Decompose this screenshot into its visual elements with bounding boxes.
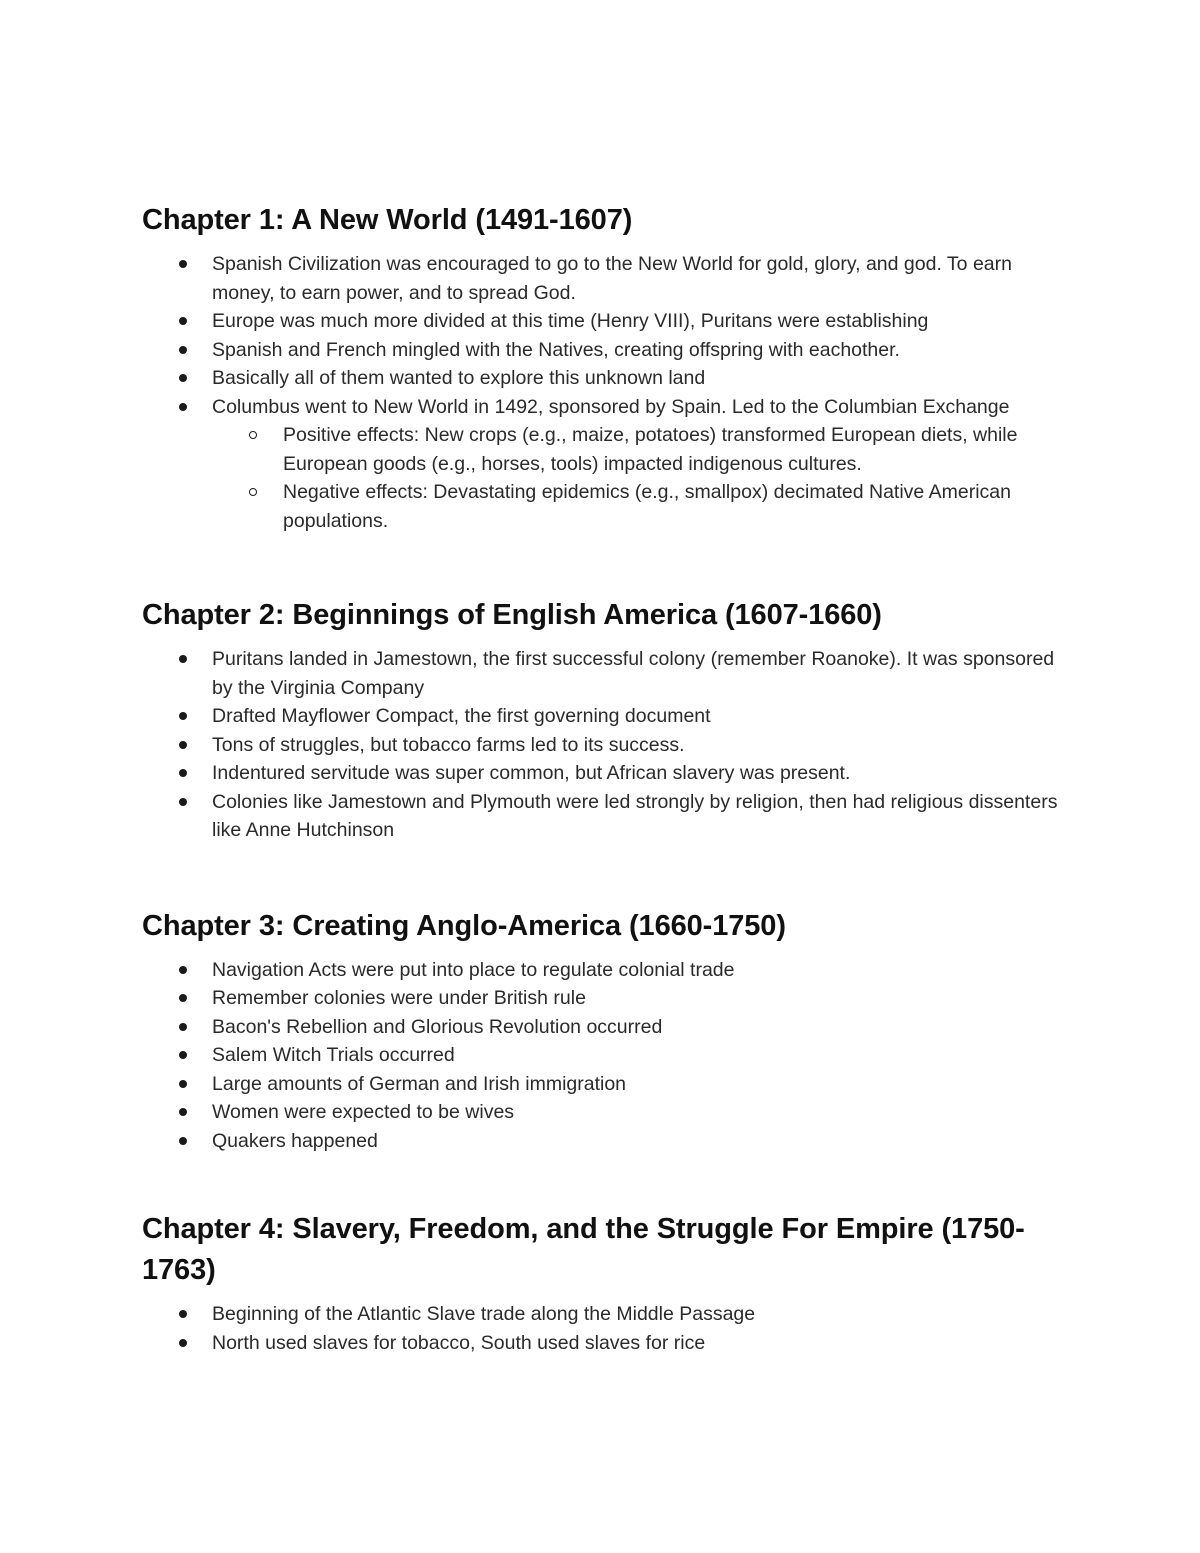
chapter-1-bullet-list xyxy=(142,250,1062,535)
list-item-text: Beginning of the Atlantic Slave trade along the Middle Passage xyxy=(212,1303,756,1325)
list-item-text: Spanish and French mingled with the Natives, creating offspring with eachother. xyxy=(212,338,900,361)
chapter-4 xyxy=(142,1209,1062,1357)
chapter-4-title: Chapter 4: Slavery, Freedom, and the Struggle For Empire (1750-1763) xyxy=(142,1213,1025,1286)
hollow-bullet-icon xyxy=(249,431,257,439)
list-item-text: North used slaves for tobacco, South used slaves for rice xyxy=(212,1331,706,1354)
list-item xyxy=(142,984,1062,1013)
bullet-dot-icon xyxy=(179,966,187,974)
bullet-dot-icon xyxy=(179,1051,187,1059)
list-item xyxy=(142,1329,1062,1358)
bullet-dot-icon xyxy=(179,1137,187,1145)
list-item xyxy=(142,1070,1062,1099)
list-item-text: Navigation Acts were put into place to regulate colonial trade xyxy=(212,958,735,981)
list-item-text: Quakers happened xyxy=(212,1129,378,1152)
chapter-2-title: Chapter 2: Beginnings of English America (1607-1660) xyxy=(142,599,882,631)
chapter-2-bullet-list xyxy=(142,645,1062,845)
chapter-2 xyxy=(142,595,1062,845)
list-item-text: Salem Witch Trials occurred xyxy=(212,1044,455,1066)
bullet-dot-icon xyxy=(179,346,187,354)
bullet-dot-icon xyxy=(179,374,187,382)
chapter-3-bullet-list xyxy=(142,956,1062,1156)
chapter-1 xyxy=(142,200,1062,535)
bullet-dot-icon xyxy=(179,403,187,411)
sub-list-item xyxy=(212,478,1062,535)
list-item xyxy=(142,759,1062,788)
list-item-text: Bacon's Rebellion and Glorious Revolution occurred xyxy=(212,1015,663,1038)
list-item-text: Indentured servitude was super common, but African slavery was present. xyxy=(212,762,851,784)
bullet-dot-icon xyxy=(179,1310,187,1318)
list-item xyxy=(142,1041,1062,1070)
list-item xyxy=(142,645,1062,702)
hollow-bullet-icon xyxy=(249,488,257,496)
list-item xyxy=(142,956,1062,985)
list-item xyxy=(142,702,1062,731)
bullet-dot-icon xyxy=(179,260,187,268)
sub-bullet-list xyxy=(212,421,1062,535)
bullet-dot-icon xyxy=(179,655,187,663)
sub-list-item-text: Negative effects: Devastating epidemics (e.g., smallpox) decimated Native American populations. xyxy=(283,481,1011,532)
list-item xyxy=(142,788,1062,845)
list-item xyxy=(142,307,1062,336)
list-item xyxy=(142,731,1062,760)
list-item xyxy=(142,364,1062,393)
bullet-dot-icon xyxy=(179,712,187,720)
bullet-dot-icon xyxy=(179,1108,187,1116)
bullet-dot-icon xyxy=(179,798,187,806)
chapter-1-title: Chapter 1: A New World (1491-1607) xyxy=(142,204,633,236)
list-item-text: Basically all of them wanted to explore this unknown land xyxy=(212,367,706,389)
chapter-4-bullet-list xyxy=(142,1300,1062,1357)
list-item xyxy=(142,336,1062,365)
list-item-text: Spanish Civilization was encouraged to go to the New World for gold, glory, and god. To earn money, to earn power, and to spread God. xyxy=(212,253,1012,304)
list-item-text: Women were expected to be wives xyxy=(212,1101,515,1123)
bullet-dot-icon xyxy=(179,317,187,325)
list-item-text: Drafted Mayflower Compact, the first governing document xyxy=(212,705,711,727)
list-item xyxy=(142,250,1062,307)
list-item xyxy=(142,1300,1062,1329)
list-item xyxy=(142,1127,1062,1156)
bullet-dot-icon xyxy=(179,741,187,749)
sub-list-item-text: Positive effects: New crops (e.g., maize, potatoes) transformed European diets, while European goods (e.g., horses, tools) impacted indigenous cultures. xyxy=(283,424,1018,475)
bullet-dot-icon xyxy=(179,769,187,777)
sub-list-item xyxy=(212,421,1062,478)
list-item-text: Europe was much more divided at this time (Henry VIII), Puritans were establishing xyxy=(212,310,929,332)
list-item xyxy=(142,1013,1062,1042)
list-item-text: Tons of struggles, but tobacco farms led to its success. xyxy=(212,733,685,756)
list-item-text: Puritans landed in Jamestown, the first successful colony (remember Roanoke). It was sponsored by the Virginia Company xyxy=(212,648,1055,699)
document-page xyxy=(142,200,1062,1357)
list-item xyxy=(142,393,1062,536)
bullet-dot-icon xyxy=(179,1023,187,1031)
bullet-dot-icon xyxy=(179,994,187,1002)
list-item-text: Remember colonies were under British rule xyxy=(212,987,586,1009)
list-item xyxy=(142,1098,1062,1127)
chapter-3-title: Chapter 3: Creating Anglo-America (1660-1750) xyxy=(142,909,786,942)
bullet-dot-icon xyxy=(179,1080,187,1088)
bullet-dot-icon xyxy=(179,1339,187,1347)
list-item-text: Large amounts of German and Irish immigration xyxy=(212,1072,627,1095)
list-item-text: Columbus went to New World in 1492, sponsored by Spain. Led to the Columbian Exchange xyxy=(212,395,1010,418)
chapter-3 xyxy=(142,906,1062,1156)
list-item-text: Colonies like Jamestown and Plymouth were led strongly by religion, then had religious dissenters like Anne Hutchinson xyxy=(212,790,1058,841)
